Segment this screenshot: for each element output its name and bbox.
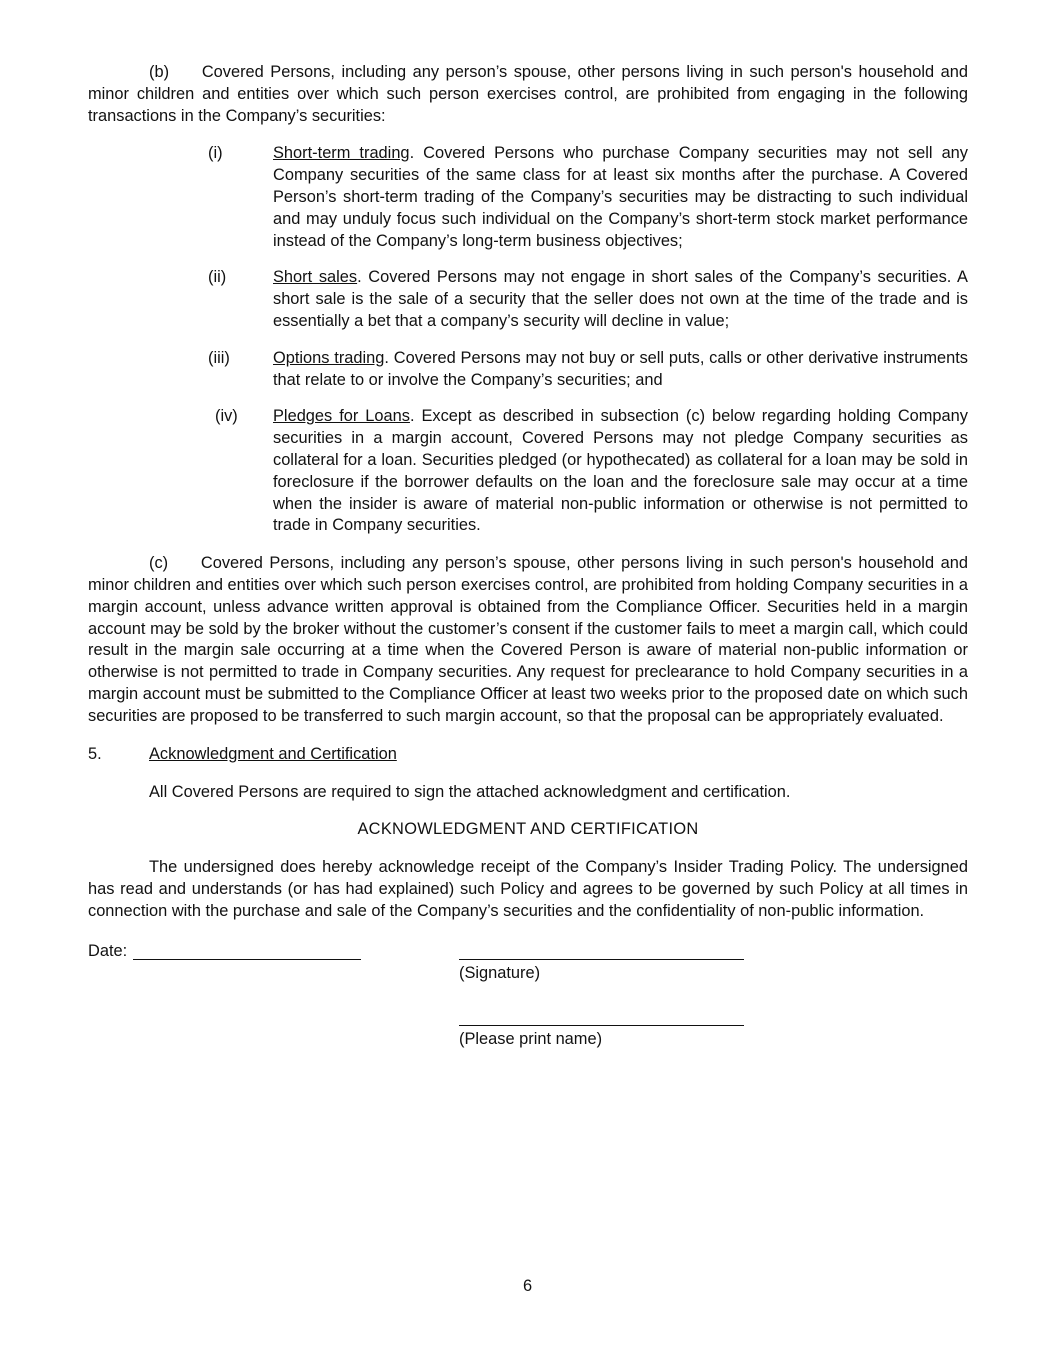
section-number: 5.	[88, 744, 102, 763]
print-name-label: (Please print name)	[459, 1029, 603, 1048]
list-item-number: (i)	[208, 144, 223, 163]
date-line	[133, 959, 361, 960]
list-item-options-trading	[208, 348, 968, 392]
list-item-short-term-trading	[208, 143, 968, 252]
list-item-number: (iii)	[208, 348, 230, 367]
list-item-text: . Covered Persons may not buy or sell puts, calls or other derivative instruments that relate to or involve the Company’s securities; and	[273, 348, 968, 389]
signature-line	[459, 959, 744, 960]
prohibited-transactions-list	[208, 143, 968, 537]
section-note: All Covered Persons are required to sign the attached acknowledgment and certification.	[149, 782, 791, 801]
acknowledgment-heading: ACKNOWLEDGMENT AND CERTIFICATION	[357, 820, 699, 839]
list-item-text: . Covered Persons who purchase Company securities may not sell any Company securities of the same class for at least six months after the purchase. A Covered Person’s short-term trading of the Company’s securities may be distracting to such individual and may unduly focus such individual on the Company’s short-term stock market performance instead of the Company’s long-term business objectives;	[273, 144, 968, 250]
list-item-number: (iv)	[215, 407, 238, 426]
section-title: Acknowledgment and Certification	[149, 744, 397, 763]
list-item-text: . Except as described in subsection (c) below regarding holding Company securities in a margin account, Covered Persons may not pledge Company securities as collateral for a loan. Securities pledged (or hypothecated) as collateral for a loan may be sold in foreclosure if the borrower defaults on the loan and the foreclosure sale may occur at a time when the insider is aware of material non-public information or otherwise is not permitted to trade in Company securities.	[273, 407, 968, 535]
section-heading	[88, 744, 968, 766]
list-item-heading: Options trading	[273, 348, 385, 367]
list-item-pledges-for-loans	[208, 406, 968, 537]
list-item-heading: Pledges for Loans	[273, 407, 410, 426]
list-item-text: . Covered Persons may not engage in short sales of the Company’s securities. A short sale is the sale of a security that the seller does not own at the time of the trade and is essentially a bet that a company’s security will decline in value;	[273, 268, 968, 330]
paragraph-b: (b) Covered Persons, including any person’s spouse, other persons living in such person's household and minor children and entities over which such person exercises control, are prohibited from engaging in the following transactions in the Company’s securities:	[88, 63, 968, 125]
page-number: 6	[522, 1277, 533, 1295]
signature-label: (Signature)	[459, 963, 541, 982]
date-label: Date:	[88, 941, 128, 960]
acknowledgment-text: The undersigned does hereby acknowledge receipt of the Company’s Insider Trading Policy. The undersigned has read and understands (or has had explained) such Policy and agrees to be governed by such Policy at all times in connection with the purchase and sale of the Company’s securities and the confidentiality of non-public information.	[88, 858, 968, 920]
list-item-short-sales	[208, 267, 968, 332]
paragraph-c: (c) Covered Persons, including any person’s spouse, other persons living in such person's household and minor children and entities over which such person exercises control, are prohibited from holding Company securities in a margin account, unless advance written approval is obtained from the Compliance Officer. Securities held in a margin account may be sold by the broker without the customer’s consent if the customer fails to meet a margin call, which could result in the margin sale occurring at a time when the Covered Person is aware of material non-public information or otherwise is not permitted to trade in Company securities. Any request for preclearance to hold Company securities in a margin account must be submitted to the Compliance Officer at least two weeks prior to the proposed date on which such securities are proposed to be transferred to such margin account, so that the proposal can be appropriately evaluated.	[88, 554, 968, 725]
print-name-line	[459, 1025, 744, 1026]
list-item-heading: Short-term trading	[273, 144, 410, 163]
signature-block	[88, 941, 968, 1071]
list-item-number: (ii)	[208, 268, 227, 287]
list-item-heading: Short sales	[273, 268, 358, 287]
